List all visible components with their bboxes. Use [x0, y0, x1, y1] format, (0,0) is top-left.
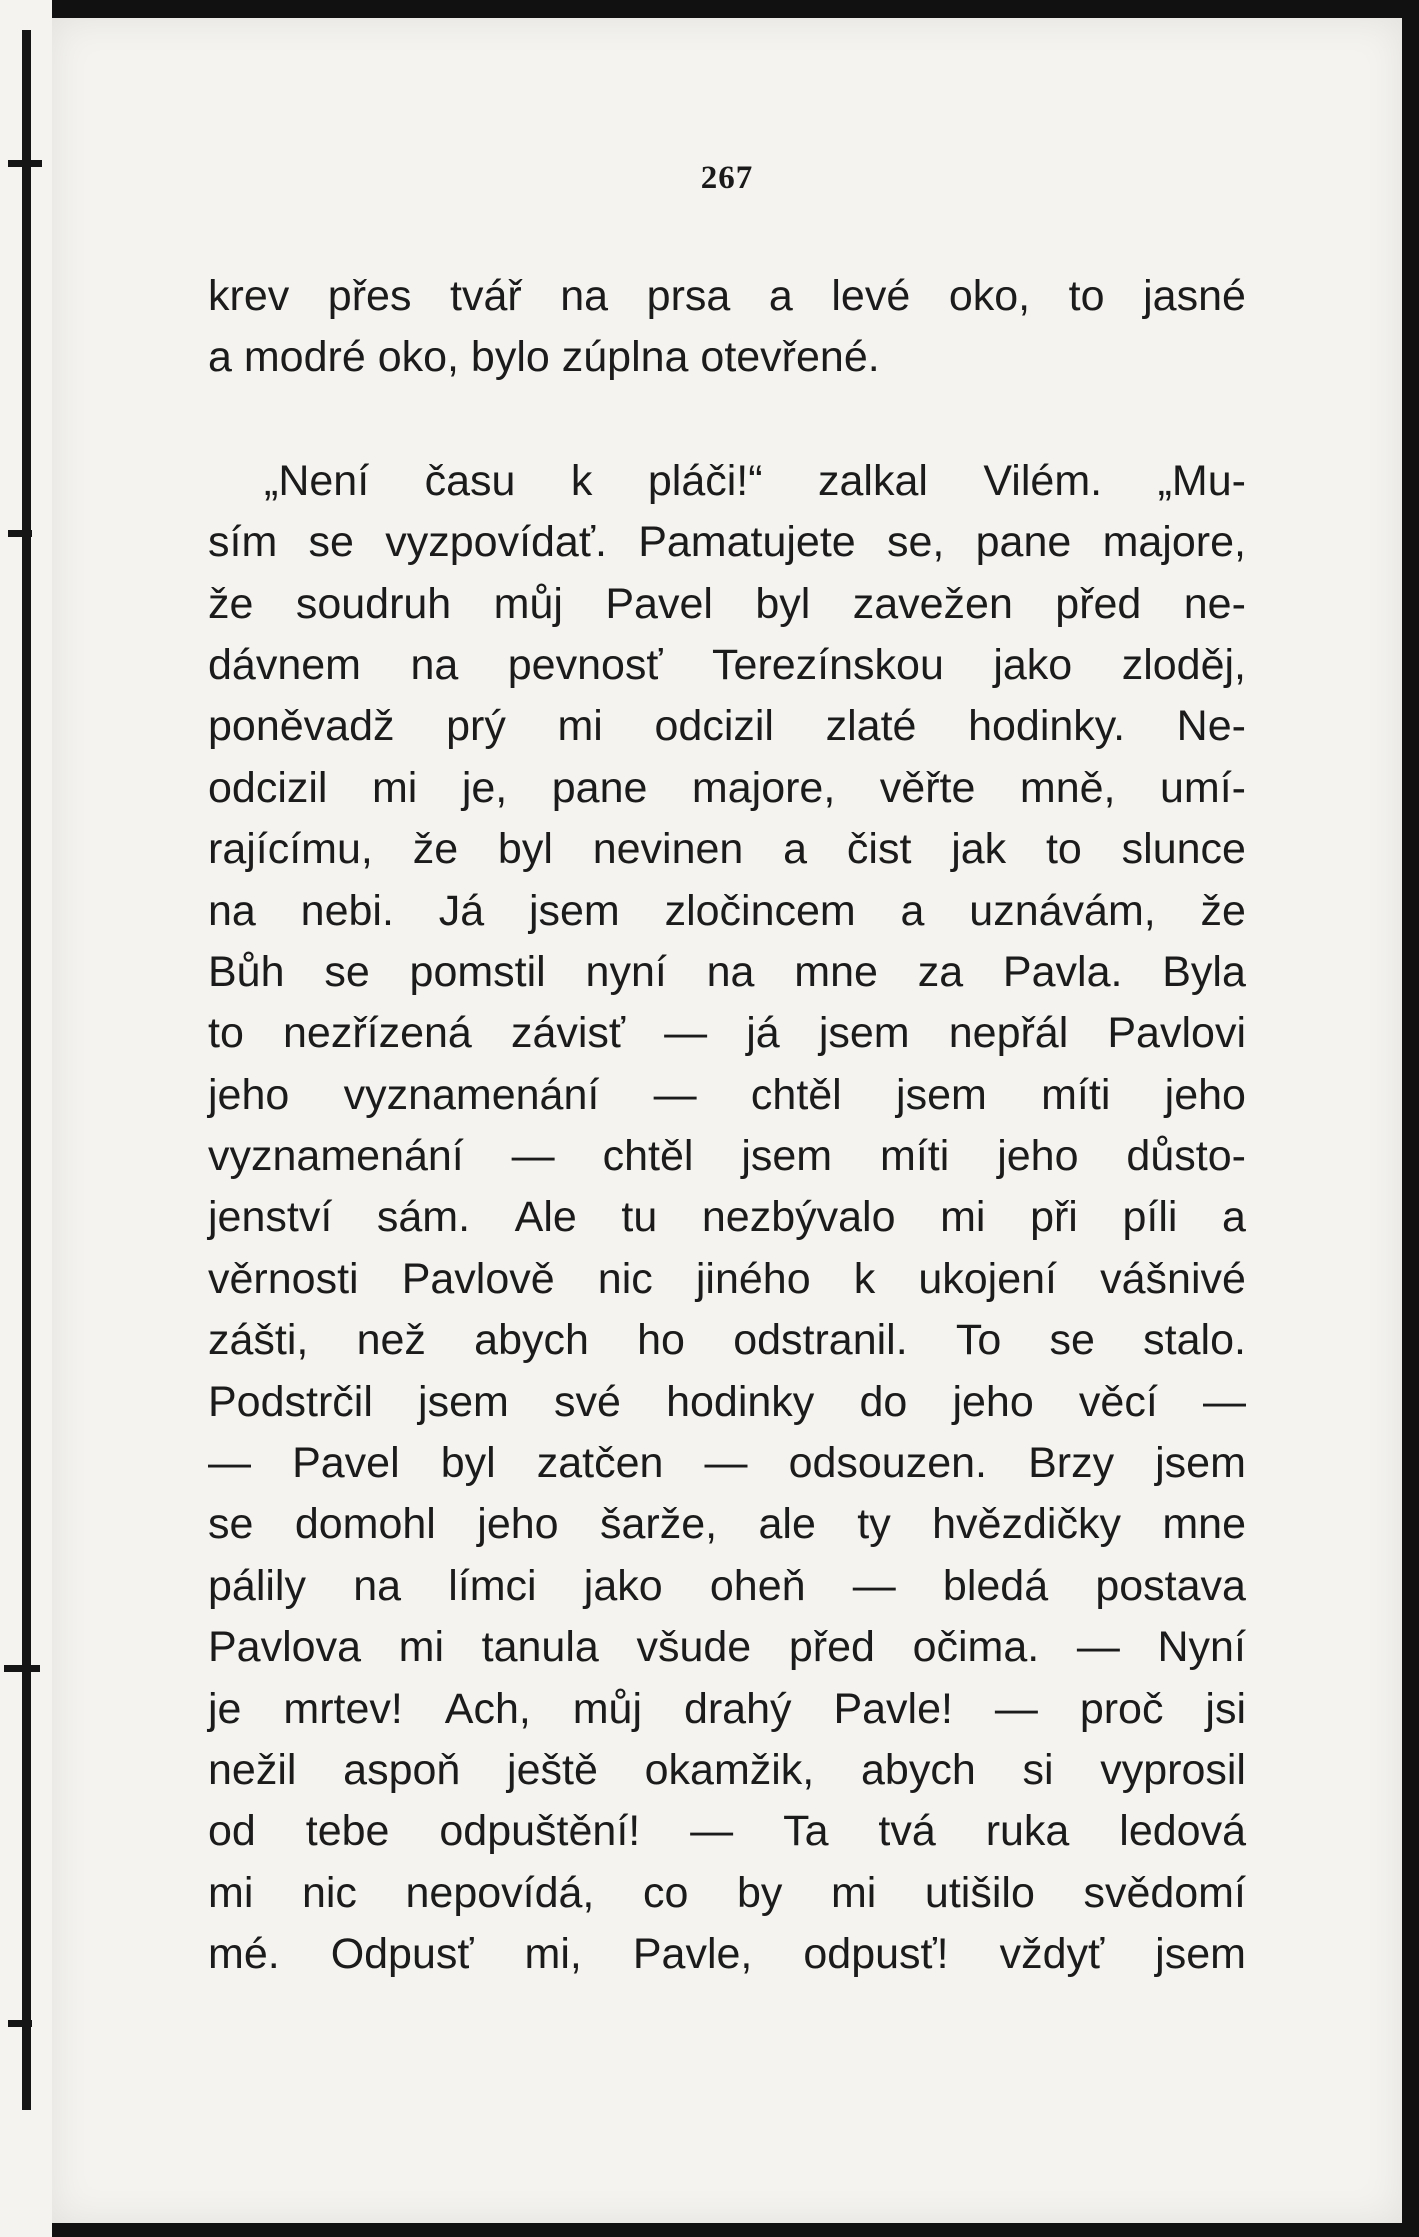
text-line	[208, 1249, 1246, 1310]
text-line	[208, 1126, 1246, 1187]
word: je,	[461, 763, 508, 812]
word: před	[788, 1623, 875, 1672]
text-line	[208, 574, 1246, 635]
word: Byla	[1162, 947, 1246, 996]
word: ale	[758, 1500, 816, 1549]
word: Terezínskou	[712, 640, 944, 689]
word: abych	[860, 1745, 976, 1794]
word: se	[308, 518, 354, 567]
text-line	[208, 1003, 1246, 1064]
word: Pavlovi	[1107, 1009, 1246, 1058]
word: Odpusť	[330, 1930, 474, 1979]
word: na	[208, 886, 256, 935]
word: nebi.	[300, 886, 394, 935]
line-text	[208, 1863, 1246, 1924]
word: mi	[208, 1868, 254, 1917]
line-text	[208, 1249, 1246, 1310]
word: Pavla.	[1002, 947, 1123, 996]
word: „Není	[264, 456, 370, 505]
word: zalkal	[818, 456, 928, 505]
word: abych	[474, 1316, 589, 1365]
word: mi	[557, 702, 603, 751]
word: se,	[886, 518, 945, 567]
word: proč	[1079, 1684, 1164, 1733]
word: mi	[398, 1623, 444, 1672]
word: jak	[951, 825, 1007, 874]
word: a	[900, 886, 925, 935]
line-text	[208, 1003, 1246, 1064]
book-page	[52, 18, 1402, 2223]
word: pane	[975, 518, 1072, 567]
word: vždyť	[999, 1930, 1105, 1979]
word: Ale	[514, 1193, 577, 1242]
word: mrtev!	[283, 1684, 403, 1733]
word: své	[554, 1377, 621, 1426]
word: jsem	[1155, 1930, 1246, 1979]
word: nezřízená	[282, 1009, 472, 1058]
word: vyprosil	[1100, 1745, 1246, 1794]
line-text	[208, 1740, 1246, 1801]
word: Pavle,	[632, 1930, 753, 1979]
word: se	[1049, 1316, 1095, 1365]
word: očima.	[912, 1623, 1040, 1672]
word: svědomí	[1083, 1868, 1246, 1917]
line-text	[208, 574, 1246, 635]
word: —	[1076, 1623, 1120, 1672]
word: a	[768, 272, 793, 320]
word: byl	[440, 1439, 496, 1488]
line-text	[208, 1372, 1246, 1433]
text-line	[208, 1679, 1246, 1740]
word: byl	[755, 579, 811, 628]
word: Ne-	[1176, 702, 1246, 751]
line-text	[208, 1310, 1246, 1371]
word: uznávám,	[969, 886, 1156, 935]
word: času	[424, 456, 516, 505]
word: věřte	[879, 763, 976, 812]
word: nepovídá,	[405, 1868, 595, 1917]
text-line	[208, 881, 1246, 942]
word: majore,	[691, 763, 836, 812]
word: Ach,	[444, 1684, 531, 1733]
word: čist	[846, 825, 912, 874]
word: a	[1222, 1193, 1246, 1242]
spine-mark	[8, 160, 42, 167]
text-line	[208, 1801, 1246, 1862]
word: věcí	[1078, 1377, 1158, 1426]
word: mi	[371, 763, 418, 812]
text-line	[208, 1740, 1246, 1801]
word: stalo.	[1143, 1316, 1246, 1365]
word: zlaté	[825, 702, 917, 751]
word: Pamatujete	[638, 518, 856, 567]
line-text	[208, 758, 1246, 819]
word: tebe	[305, 1807, 390, 1856]
text-line	[208, 1863, 1246, 1924]
word: dávnem	[208, 640, 361, 689]
word: zločincem	[664, 886, 856, 935]
word: ledová	[1119, 1807, 1246, 1856]
word: nic	[597, 1254, 653, 1303]
word: je	[208, 1684, 242, 1733]
word: pane	[551, 763, 648, 812]
line-text	[264, 451, 1246, 512]
word: že	[1200, 886, 1246, 935]
word: mi	[940, 1193, 986, 1242]
word: tvá	[878, 1807, 936, 1856]
word: Nyní	[1157, 1623, 1246, 1672]
word: postava	[1095, 1561, 1246, 1610]
word: sám.	[376, 1193, 471, 1242]
line-text	[208, 1801, 1246, 1862]
word: jsem	[818, 1009, 910, 1058]
word: Podstrčil	[208, 1377, 373, 1426]
word: to	[1068, 272, 1105, 320]
spine-mark	[4, 1665, 40, 1672]
word: mně,	[1019, 763, 1116, 812]
word: na	[410, 640, 459, 689]
text-line	[208, 819, 1246, 880]
word: se	[208, 1500, 254, 1549]
word: poněvadž	[208, 702, 395, 751]
word: nic	[301, 1868, 357, 1917]
text-line	[208, 758, 1246, 819]
word: že	[412, 825, 459, 874]
word: jsi	[1205, 1684, 1246, 1733]
word: jako	[993, 640, 1073, 689]
word: jsem	[418, 1377, 509, 1426]
spine-mark	[8, 530, 32, 537]
line-text	[208, 1924, 1246, 1985]
word: a	[783, 825, 808, 874]
page-number: 267	[700, 160, 754, 196]
word: jeho	[952, 1377, 1034, 1426]
word: okamžik,	[644, 1745, 815, 1794]
word: oheň	[709, 1561, 806, 1610]
word: věrnosti	[208, 1254, 359, 1303]
word: utišilo	[924, 1868, 1035, 1917]
word: ho	[637, 1316, 685, 1365]
word: pomstil	[409, 947, 546, 996]
word: na	[706, 947, 755, 996]
word: Pavlově	[401, 1254, 555, 1303]
text-line	[208, 1310, 1246, 1371]
word: odstranil.	[733, 1316, 908, 1365]
word: mne	[794, 947, 878, 996]
word: ještě	[507, 1745, 598, 1794]
word: nežil	[208, 1745, 297, 1794]
word: zloděj,	[1121, 640, 1246, 689]
word: bledá	[942, 1561, 1049, 1610]
text-line	[208, 1924, 1246, 1985]
word: před	[1055, 579, 1142, 628]
word: tanula	[481, 1623, 599, 1672]
line-text	[208, 266, 1246, 327]
word: hvězdičky	[932, 1500, 1121, 1549]
word: všude	[636, 1623, 752, 1672]
word: k	[853, 1254, 876, 1303]
text-line: a modré oko, bylo zúplna otevřené.	[208, 333, 880, 382]
word: prý	[446, 702, 506, 751]
line-text	[208, 819, 1246, 880]
word: majore,	[1102, 518, 1246, 567]
word: vyzpovídať.	[385, 518, 607, 567]
word: Já	[438, 886, 485, 935]
word: přes	[327, 272, 412, 320]
word: slunce	[1121, 825, 1246, 874]
word: límci	[448, 1561, 537, 1610]
word: za	[917, 947, 964, 996]
word: nezbývalo	[701, 1193, 896, 1242]
word: by	[736, 1868, 783, 1917]
word: Ta	[783, 1807, 829, 1856]
word: oko,	[948, 272, 1031, 320]
word: —	[653, 1070, 697, 1119]
line-text	[208, 1617, 1246, 1678]
word: pevnosť	[507, 640, 663, 689]
word: umí-	[1159, 763, 1246, 812]
word: od	[208, 1807, 256, 1856]
word: mé.	[208, 1930, 280, 1979]
word: odpuštění!	[439, 1807, 641, 1856]
word: soudruh	[295, 579, 452, 628]
word: odsouzen.	[788, 1439, 987, 1488]
line-text	[208, 1433, 1246, 1494]
word: na	[560, 272, 609, 320]
word: jeho	[997, 1132, 1079, 1181]
word: nevinen	[592, 825, 744, 874]
book-spine	[0, 0, 52, 2237]
word: pálily	[208, 1561, 306, 1610]
word: —	[664, 1009, 708, 1058]
word: tu	[621, 1193, 658, 1242]
word: míti	[880, 1132, 950, 1181]
word: můj	[493, 579, 563, 628]
word: do	[859, 1377, 908, 1426]
word: mne	[1162, 1500, 1246, 1549]
text-line	[208, 1617, 1246, 1678]
word: To	[955, 1316, 1002, 1365]
spine-binding-line	[22, 30, 31, 2110]
word: hodinky.	[968, 702, 1126, 751]
word: aspoň	[343, 1745, 461, 1794]
page-text	[208, 266, 1246, 1986]
word: Bůh	[208, 947, 285, 996]
word: —	[704, 1439, 748, 1488]
word: zášti,	[208, 1316, 309, 1365]
word: chtěl	[750, 1070, 842, 1119]
word: zavežen	[852, 579, 1013, 628]
text-line	[208, 1065, 1246, 1126]
word: jiného	[695, 1254, 811, 1303]
text-line	[208, 1433, 1246, 1494]
word: nyní	[585, 947, 667, 996]
word: jenství	[208, 1193, 333, 1242]
word: pláči!“	[647, 456, 763, 505]
line-text	[208, 1126, 1246, 1187]
word: míti	[1041, 1070, 1111, 1119]
word: to	[208, 1009, 244, 1058]
word: vášnivé	[1100, 1254, 1246, 1303]
text-line	[208, 942, 1246, 1003]
text-line	[208, 1372, 1246, 1433]
word: chtěl	[602, 1132, 694, 1181]
word: krev	[208, 272, 290, 320]
line-text	[208, 881, 1246, 942]
word: jsem	[896, 1070, 987, 1119]
word: Brzy	[1028, 1439, 1115, 1488]
word: Pavel	[605, 579, 713, 628]
word: drahý	[683, 1684, 792, 1733]
spine-mark	[8, 2020, 32, 2027]
word: byl	[497, 825, 553, 874]
text-line	[208, 1187, 1246, 1248]
word: odcizil	[654, 702, 774, 751]
word: ruka	[985, 1807, 1070, 1856]
word: sím	[208, 518, 278, 567]
word: nepřál	[948, 1009, 1069, 1058]
word: že	[208, 579, 254, 628]
word: to	[1045, 825, 1082, 874]
word: jeho	[477, 1500, 559, 1549]
word: Pavel	[292, 1439, 400, 1488]
word: důsto-	[1126, 1132, 1246, 1181]
word: Pavle!	[833, 1684, 953, 1733]
word: jasné	[1143, 272, 1246, 320]
word: „Mu-	[1157, 456, 1246, 505]
word: ukojení	[918, 1254, 1058, 1303]
word: šarže,	[599, 1500, 718, 1549]
line-text	[208, 512, 1246, 573]
word: jako	[583, 1561, 663, 1610]
line-text	[208, 1494, 1246, 1555]
word: ne-	[1183, 579, 1246, 628]
word: —	[690, 1807, 734, 1856]
word: —	[994, 1684, 1038, 1733]
word: vyznamenání	[208, 1132, 464, 1181]
paragraph-gap	[208, 389, 1246, 451]
line-text	[208, 1556, 1246, 1617]
word: rajícímu,	[208, 825, 373, 874]
line-text	[208, 696, 1246, 757]
word: píli	[1122, 1193, 1178, 1242]
word: odpusť!	[803, 1930, 949, 1979]
word: závisť	[510, 1009, 626, 1058]
line-text	[208, 1065, 1246, 1126]
word: tvář	[450, 272, 522, 320]
word: já	[746, 1009, 780, 1058]
word: domohl	[294, 1500, 436, 1549]
word: zatčen	[536, 1439, 664, 1488]
word: —	[1202, 1377, 1246, 1426]
text-line	[208, 266, 1246, 327]
word: levé	[831, 272, 911, 320]
word: Pavlova	[208, 1623, 361, 1672]
word: vyznamenání	[343, 1070, 600, 1119]
word: mi	[830, 1868, 877, 1917]
word: —	[511, 1132, 555, 1181]
word: Vilém.	[983, 456, 1103, 505]
word: jsem	[1155, 1439, 1246, 1488]
text-line	[208, 1494, 1246, 1555]
word: co	[642, 1868, 689, 1917]
word: se	[324, 947, 370, 996]
word: hodinky	[666, 1377, 815, 1426]
text-line	[208, 696, 1246, 757]
word: ty	[857, 1500, 891, 1549]
word: k	[570, 456, 593, 505]
word: jsem	[741, 1132, 833, 1181]
word: jeho	[208, 1070, 290, 1119]
text-line	[208, 451, 1246, 512]
text-line	[208, 512, 1246, 573]
word: jsem	[528, 886, 620, 935]
word: při	[1030, 1193, 1078, 1242]
word: odcizil	[208, 763, 328, 812]
line-text	[208, 1187, 1246, 1248]
word: —	[852, 1561, 896, 1610]
word: můj	[572, 1684, 643, 1733]
text-line	[208, 635, 1246, 696]
line-text	[208, 942, 1246, 1003]
word: jeho	[1164, 1070, 1246, 1119]
word: si	[1022, 1745, 1054, 1794]
word: —	[208, 1439, 251, 1488]
word: na	[353, 1561, 402, 1610]
word: než	[356, 1316, 426, 1365]
line-text	[208, 1679, 1246, 1740]
text-line	[208, 1556, 1246, 1617]
word: prsa	[646, 272, 731, 320]
line-text	[208, 635, 1246, 696]
word: mi,	[524, 1930, 582, 1979]
